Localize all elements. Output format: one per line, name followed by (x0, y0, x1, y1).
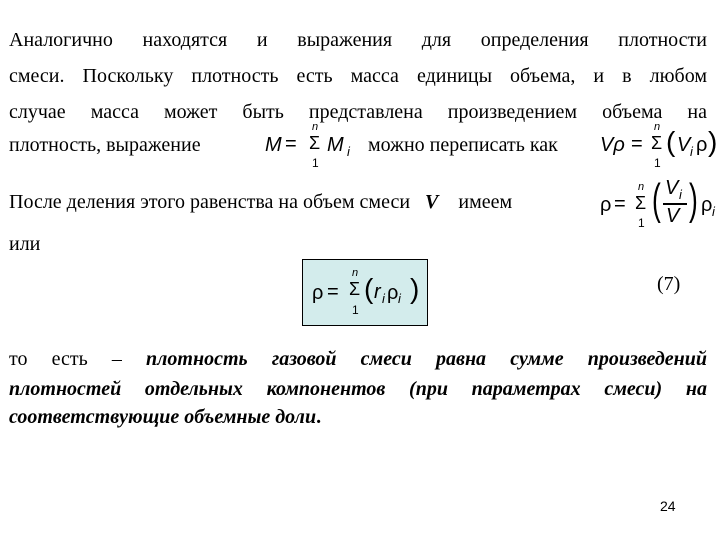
formula-rho-frac-lower: 1 (638, 216, 645, 230)
conclusion-prefix: то есть – (9, 348, 122, 370)
formula-vrho (600, 122, 718, 172)
formula-mass-lhs: M (265, 134, 282, 156)
formula-rho-frac-num-sub: i (679, 187, 682, 202)
formula-rho-frac-eq: = (614, 193, 626, 215)
formula-main (312, 263, 424, 321)
conclusion-line-2: плотностей отдельных компонентов (при параметрах смеси) на (9, 378, 707, 400)
conclusion-line-1-rest: плотность газовой смеси равна сумме произведений (146, 348, 708, 370)
text-line-1: Аналогично находятся и выражения для определения плотности (9, 29, 707, 51)
formula-vrho-sigma: Σ (651, 133, 663, 153)
formula-mass (265, 122, 365, 172)
text-line-3: случае масса может быть представлена произведением объема на (9, 101, 707, 123)
conclusion-line-1 (9, 347, 707, 371)
formula-vrho-lower: 1 (654, 156, 661, 170)
formula-rho-fraction (600, 172, 718, 234)
formula-mass-upper: n (312, 121, 319, 133)
formula-main-term-r: r (374, 281, 381, 303)
formula-main-lower: 1 (352, 303, 359, 317)
formula-main-lhs: ρ (312, 282, 324, 304)
formula-main-sigma: Σ (349, 279, 361, 299)
formula-vrho-term-rho: ρ (696, 134, 708, 156)
formula-rho-frac-sub: i (712, 204, 715, 219)
formula-rho-frac-lparen: ( (652, 175, 661, 224)
formula-rho-frac-rparen: ) (689, 175, 698, 224)
formula-main-term-rho: ρ (387, 282, 399, 304)
formula-mass-sub: i (347, 144, 350, 159)
formula-mass-sigma: Σ (309, 133, 321, 153)
formula-mass-lower: 1 (312, 156, 319, 170)
formula-rho-frac-den: V (666, 205, 680, 227)
formula-main-rparen: ) (410, 273, 420, 304)
text-line-2: смеси. Поскольку плотность есть масса единицы объема, и в любом (9, 65, 707, 87)
formula-rho-frac-upper: n (638, 181, 645, 193)
formula-main-sub-r: i (382, 291, 385, 306)
formula-mass-eq: = (285, 133, 297, 155)
conclusion-line-3-text: соответствующие объемные доли (9, 406, 317, 428)
text-or: или (9, 233, 41, 255)
text-line-5-after: имеем (458, 191, 513, 213)
equation-number: (7) (657, 273, 681, 295)
formula-main-sub-rho: i (398, 291, 401, 306)
text-line-5-symbol-v: V (425, 191, 439, 213)
formula-rho-frac-num: V (665, 177, 679, 199)
conclusion-line-3 (9, 405, 321, 429)
formula-vrho-lparen: ( (666, 126, 676, 157)
formula-main-upper: n (352, 267, 359, 279)
formula-rho-frac-term-rho: ρ (701, 194, 713, 216)
formula-mass-term: M (327, 134, 344, 156)
formula-vrho-rparen: ) (708, 126, 718, 157)
formula-rho-frac-lhs: ρ (600, 194, 612, 216)
conclusion-line-3-end: . (316, 406, 322, 428)
page-number: 24 (660, 498, 676, 514)
text-line-5 (9, 190, 512, 214)
text-line-4b: можно переписать как (368, 134, 558, 156)
formula-rho-frac-sigma: Σ (635, 193, 647, 213)
formula-vrho-upper: n (654, 121, 661, 133)
formula-vrho-lhs: Vρ (600, 134, 625, 156)
formula-main-eq: = (327, 281, 339, 303)
formula-vrho-eq: = (631, 133, 643, 155)
formula-vrho-sub: i (690, 144, 693, 159)
formula-vrho-term-v: V (677, 134, 691, 156)
formula-main-lparen: ( (364, 273, 374, 304)
text-line-5-before: После деления этого равенства на объем смеси (9, 191, 411, 213)
text-line-4a: плотность, выражение (9, 134, 201, 156)
